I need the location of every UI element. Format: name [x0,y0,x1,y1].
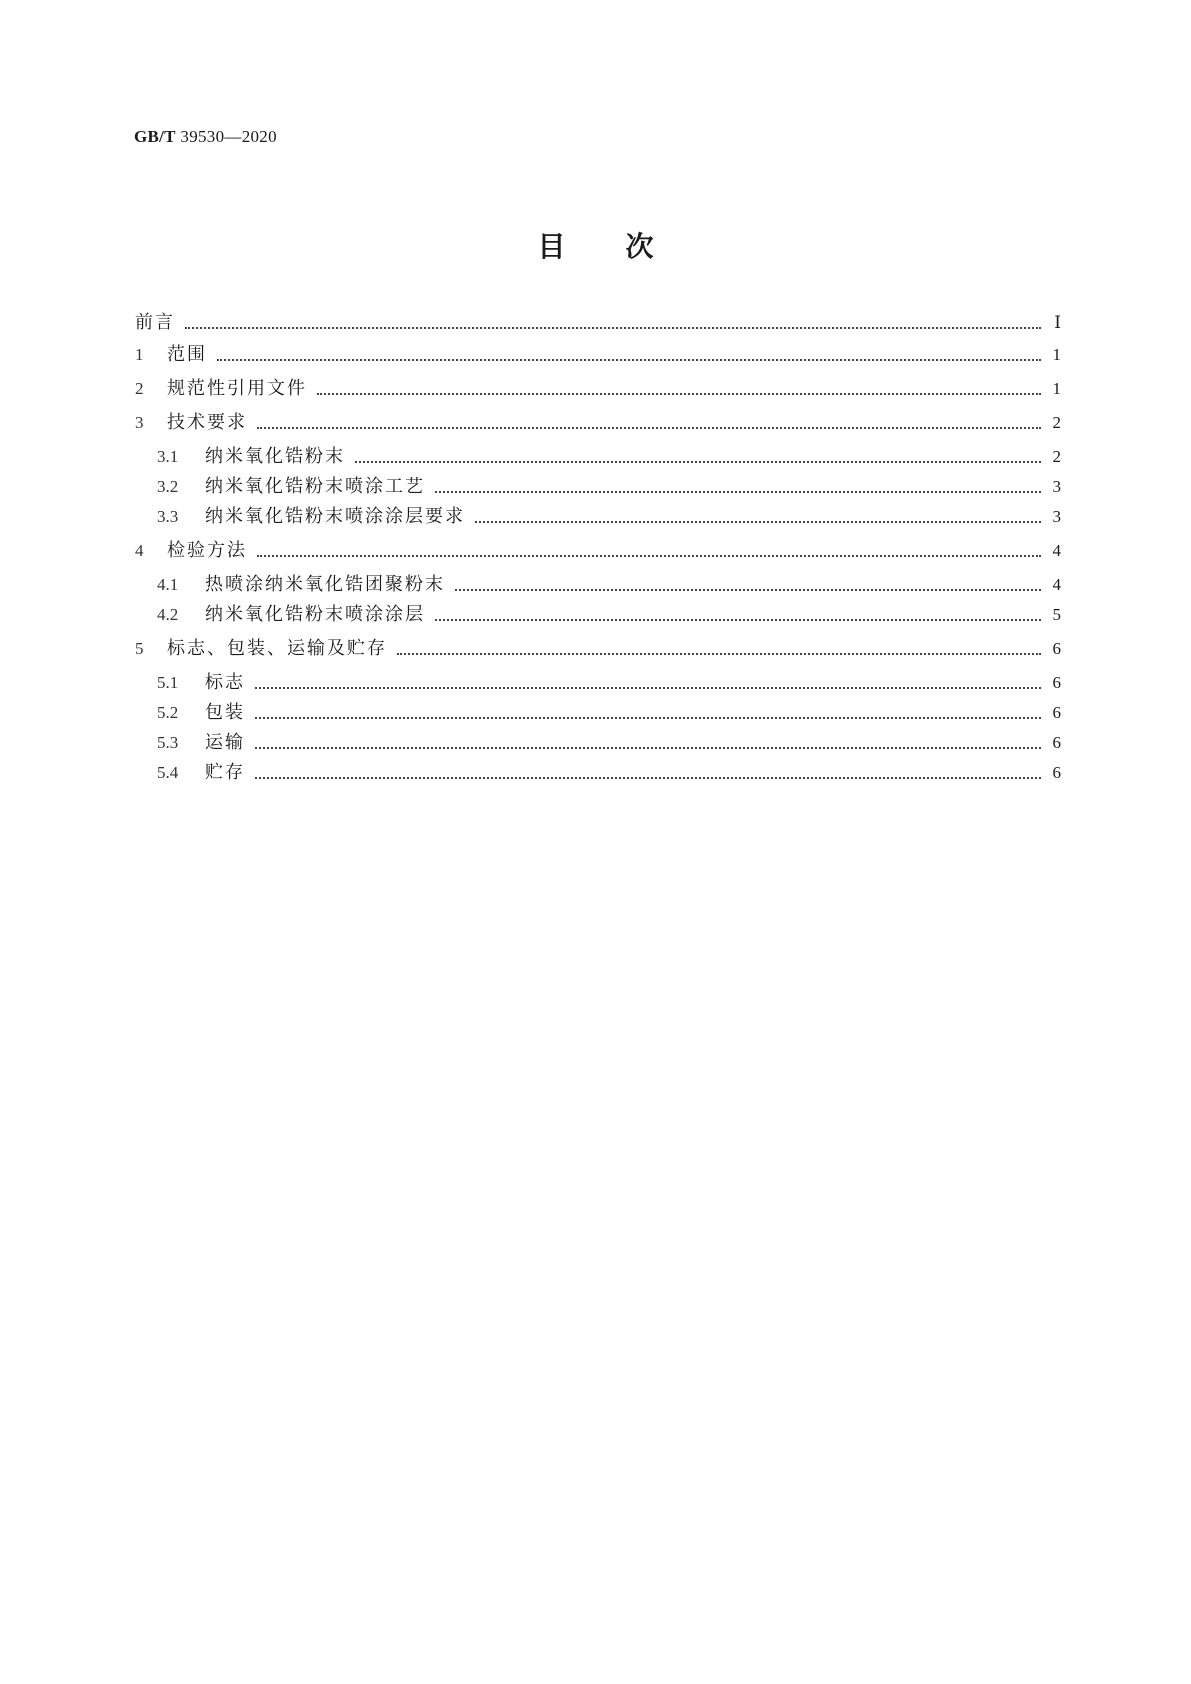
toc-dot-leader [257,427,1041,429]
toc-entry-1[interactable] [135,342,1061,368]
toc-entry-title: 标志、包装、运输及贮存 [167,638,387,659]
standard-number: 39530—2020 [180,127,277,146]
toc-entry-4-2[interactable] [157,602,1061,628]
toc-entry-page: 6 [1052,763,1061,782]
toc-title: 目次 [537,230,714,263]
toc-dot-leader [435,619,1041,621]
toc-dot-leader [255,777,1041,779]
toc-entry-number: 4 [135,541,144,560]
toc-entry-page: 6 [1052,673,1061,692]
standard-prefix: GB/T [134,127,176,146]
toc-entry-title: 包装 [205,702,245,723]
toc-dot-leader [255,687,1041,689]
toc-entry-2[interactable] [135,376,1061,402]
toc-entry-3-2[interactable] [157,474,1061,500]
toc-entry-page: 6 [1052,639,1061,658]
toc-entry-page: 1 [1052,345,1061,364]
toc-entry-number: 1 [135,345,144,364]
toc-entry-page: 4 [1052,541,1061,560]
toc-dot-leader [317,393,1041,395]
toc-entry-title: 纳米氧化锆粉末喷涂工艺 [205,476,425,497]
toc-entry-title: 范围 [167,344,207,365]
toc-entry-5[interactable] [135,636,1061,662]
toc-entry-foreword[interactable] [135,310,1061,336]
toc-entry-4-1[interactable] [157,572,1061,598]
toc-entry-title: 贮存 [205,762,245,783]
toc-entry-number: 3.2 [157,477,179,496]
toc-entry-title: 热喷涂纳米氧化锆团聚粉末 [205,574,445,595]
toc-entry-title: 检验方法 [167,540,247,561]
toc-entry-3-3[interactable] [157,504,1061,530]
toc-dot-leader [355,461,1041,463]
toc-dot-leader [397,653,1041,655]
toc-entry-3[interactable] [135,410,1061,436]
toc-entry-page: 6 [1052,703,1061,722]
toc-entry-5-4[interactable] [157,760,1061,786]
toc-entry-number: 3.3 [157,507,179,526]
toc-entry-title: 规范性引用文件 [167,378,307,399]
toc-dot-leader [185,327,1041,329]
toc-entry-4[interactable] [135,538,1061,564]
toc-entry-number: 5.4 [157,763,179,782]
toc-dot-leader [255,717,1041,719]
toc-entry-5-3[interactable] [157,730,1061,756]
toc-entry-number: 3.1 [157,447,179,466]
toc-entry-page: 6 [1052,733,1061,752]
toc-entry-page: 3 [1052,507,1061,526]
toc-entry-page: 4 [1052,575,1061,594]
toc-entry-title: 前言 [135,312,175,333]
toc-entry-page: 3 [1052,477,1061,496]
toc-entry-title: 纳米氧化锆粉末喷涂涂层要求 [205,506,465,527]
toc-entry-5-1[interactable] [157,670,1061,696]
toc-dot-leader [255,747,1041,749]
toc-dot-leader [475,521,1041,523]
toc-entry-title: 纳米氧化锆粉末喷涂涂层 [205,604,425,625]
toc-dot-leader [257,555,1041,557]
toc-entry-title: 纳米氧化锆粉末 [205,446,345,467]
toc-entry-5-2[interactable] [157,700,1061,726]
toc-entry-number: 5.3 [157,733,179,752]
toc-dot-leader [217,359,1041,361]
toc-entry-title: 运输 [205,732,245,753]
toc-entry-number: 5.2 [157,703,179,722]
toc-entry-page: 1 [1052,379,1061,398]
toc-entry-title: 标志 [205,672,245,693]
toc-entry-page: 5 [1052,605,1061,624]
toc-entry-number: 4.2 [157,605,179,624]
toc-entry-number: 4.1 [157,575,179,594]
toc-entry-number: 5 [135,639,144,658]
toc-entry-title: 技术要求 [167,412,247,433]
standard-code-header [134,127,277,147]
toc-entry-3-1[interactable] [157,444,1061,470]
toc-entry-number: 2 [135,379,144,398]
toc-entry-page: Ⅰ [1054,313,1061,332]
toc-dot-leader [455,589,1041,591]
toc-dot-leader [435,491,1041,493]
toc-entry-page: 2 [1052,413,1061,432]
toc-entry-number: 5.1 [157,673,179,692]
toc-entry-page: 2 [1052,447,1061,466]
toc-entry-number: 3 [135,413,144,432]
